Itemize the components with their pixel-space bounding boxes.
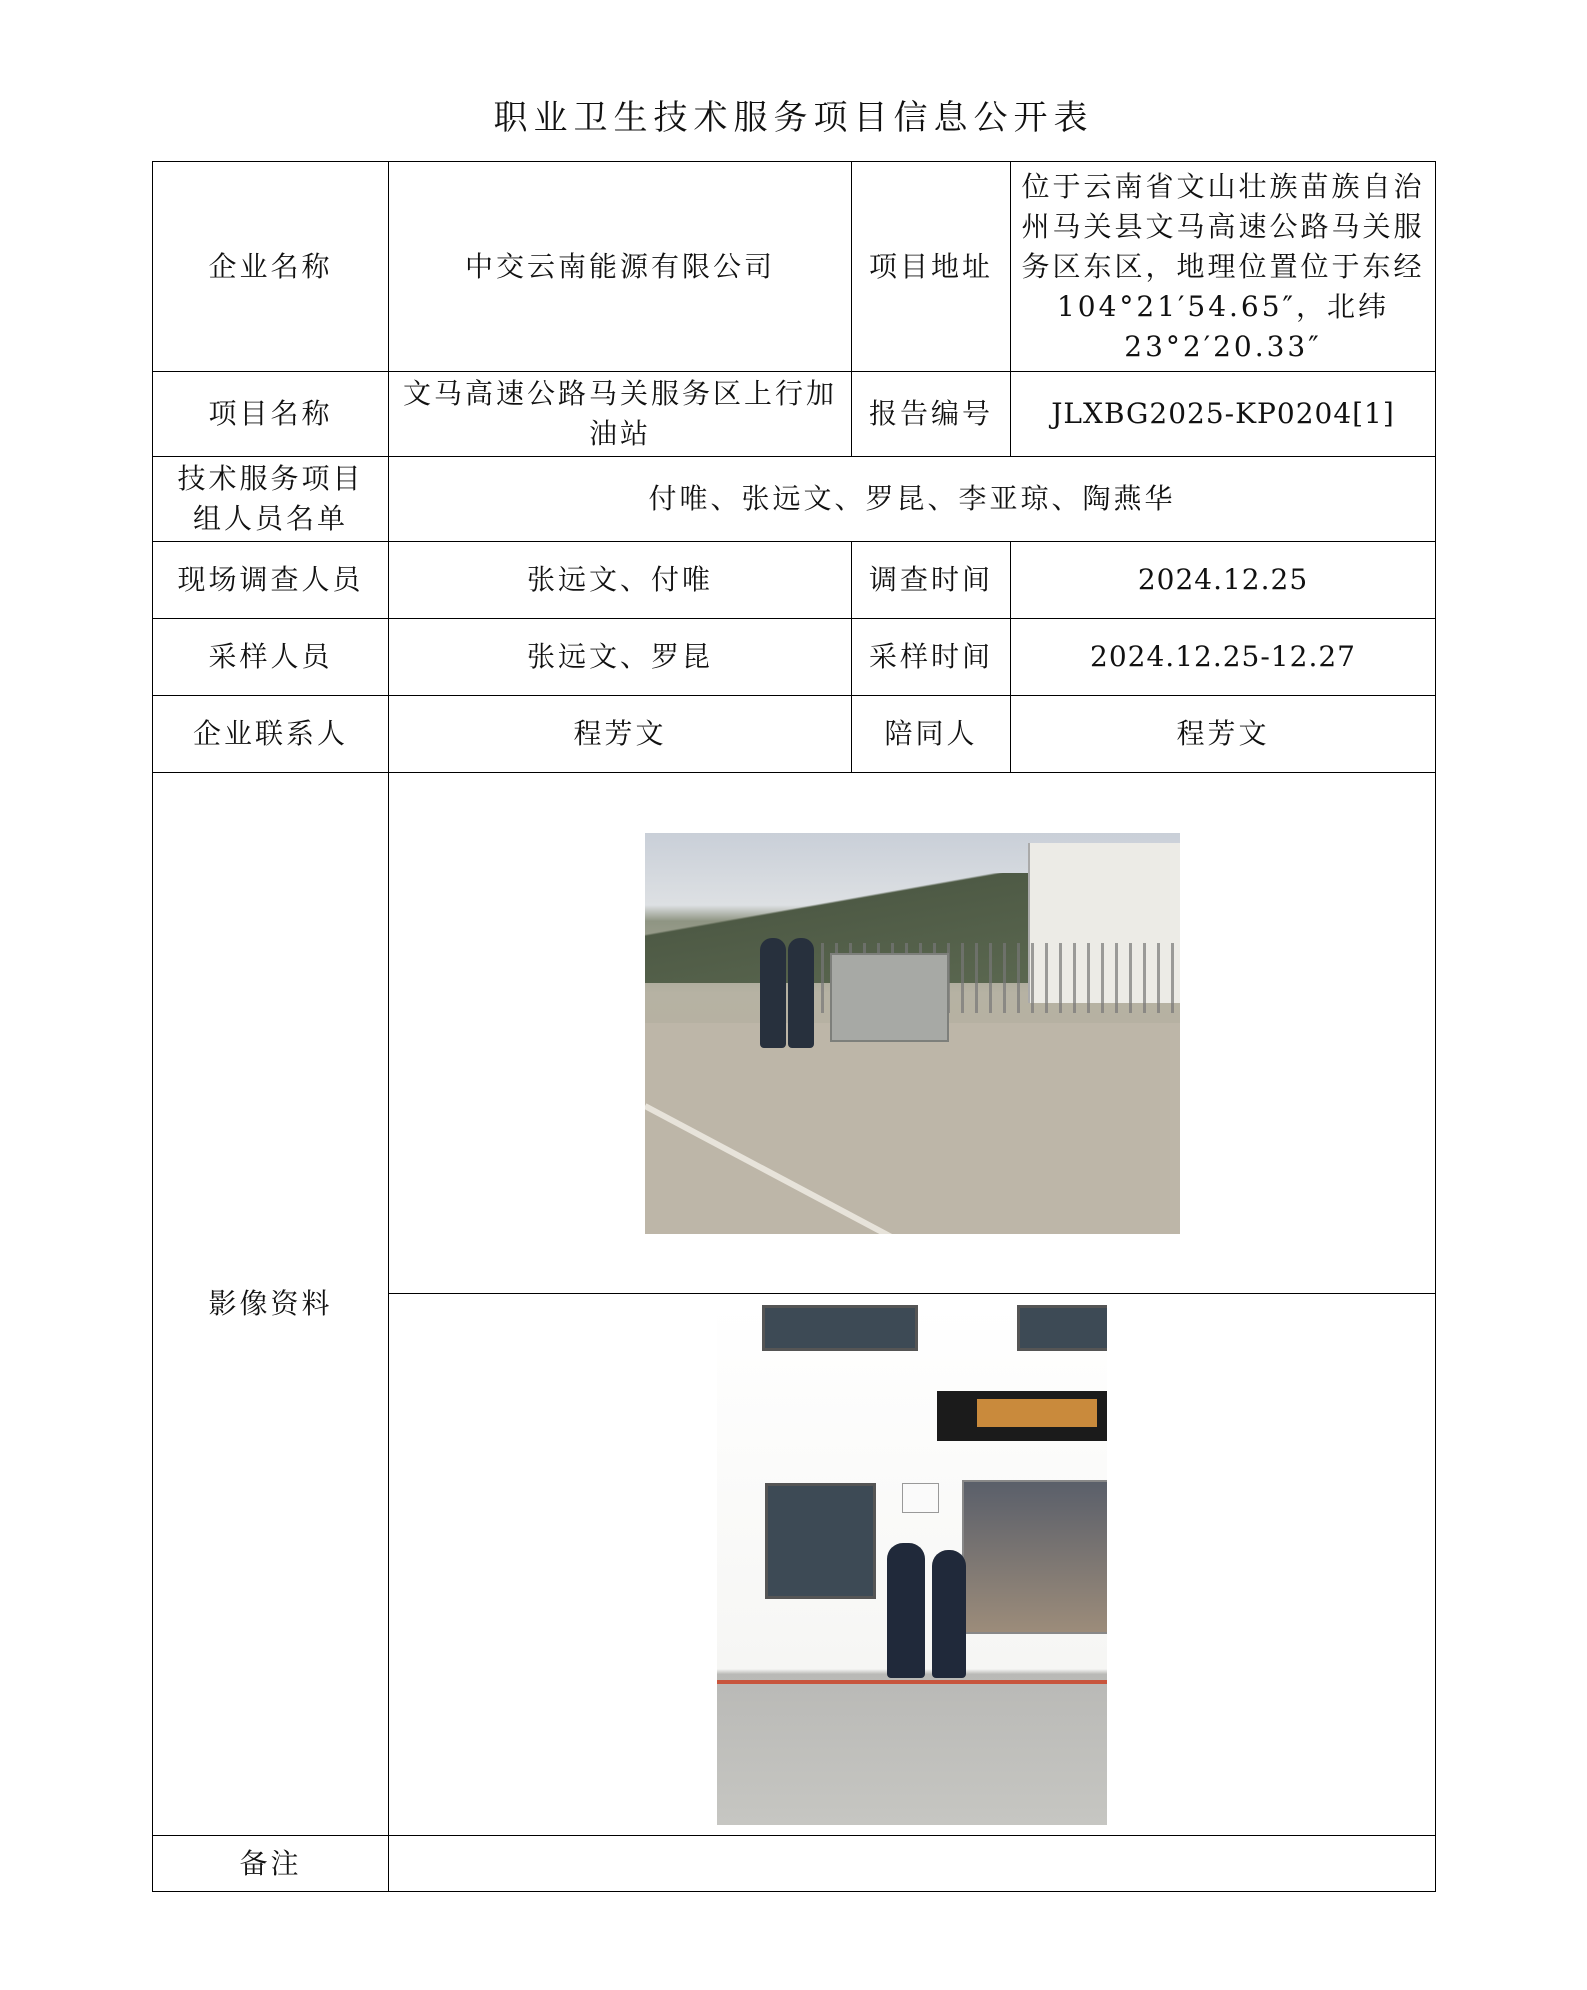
table-row	[153, 619, 1436, 696]
report-no-value: JLXBG2025-KP0204[1]	[1011, 372, 1436, 457]
project-address-value: 位于云南省文山壮族苗族自治州马关县文马高速公路马关服务区东区，地理位置位于东经104°21′54.65″，北纬23°2′20.33″	[1011, 162, 1436, 372]
sampling-staff-value: 张远文、罗昆	[389, 619, 852, 696]
sampling-time-value: 2024.12.25-12.27	[1011, 619, 1436, 696]
remarks-label: 备注	[153, 1836, 389, 1892]
info-table	[152, 161, 1436, 1892]
remarks-value	[389, 1836, 1436, 1892]
company-name-label: 企业名称	[153, 162, 389, 372]
escort-value: 程芳文	[1011, 696, 1436, 773]
project-name-value: 文马高速公路马关服务区上行加油站	[389, 372, 852, 457]
survey-staff-label: 现场调查人员	[153, 542, 389, 619]
table-row	[153, 1836, 1436, 1892]
photo-cell-1	[389, 773, 1436, 1294]
photo-cell-2	[389, 1294, 1436, 1836]
table-row	[153, 372, 1436, 457]
table-row	[153, 542, 1436, 619]
contact-value: 程芳文	[389, 696, 852, 773]
report-no-label: 报告编号	[852, 372, 1011, 457]
survey-staff-value: 张远文、付唯	[389, 542, 852, 619]
project-address-label: 项目地址	[852, 162, 1011, 372]
table-row	[153, 696, 1436, 773]
table-row	[153, 457, 1436, 542]
team-members-label: 技术服务项目组人员名单	[153, 457, 389, 542]
staff-photo	[717, 1305, 1107, 1825]
survey-time-value: 2024.12.25	[1011, 542, 1436, 619]
sampling-site-photo	[645, 833, 1180, 1234]
team-members-value: 付唯、张远文、罗昆、李亚琼、陶燕华	[389, 457, 1436, 542]
project-name-label: 项目名称	[153, 372, 389, 457]
escort-label: 陪同人	[852, 696, 1011, 773]
page-title: 职业卫生技术服务项目信息公开表	[493, 98, 1094, 138]
table-row	[153, 773, 1436, 1294]
survey-time-label: 调查时间	[852, 542, 1011, 619]
images-label: 影像资料	[153, 773, 389, 1836]
sampling-time-label: 采样时间	[852, 619, 1011, 696]
sampling-staff-label: 采样人员	[153, 619, 389, 696]
company-name-value: 中交云南能源有限公司	[389, 162, 852, 372]
contact-label: 企业联系人	[153, 696, 389, 773]
table-row	[153, 162, 1436, 372]
